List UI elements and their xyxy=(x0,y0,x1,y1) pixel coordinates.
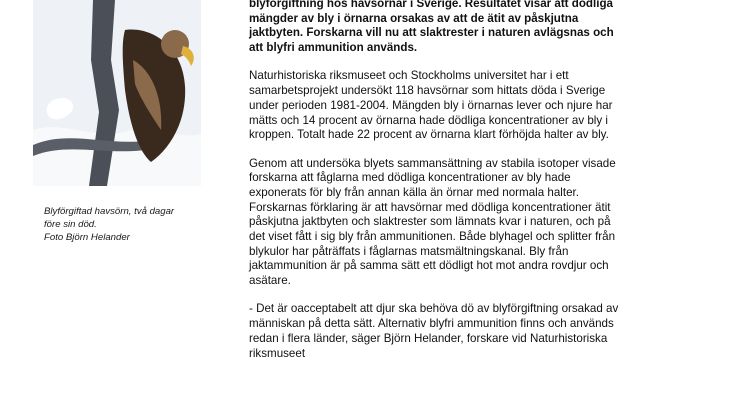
text-line: blykulor har påträffats i fåglarnas matsmältningskanal. Bly från xyxy=(249,244,569,258)
text-line: mätts och 14 procent av örnarna hade dödliga koncentrationer av bly i xyxy=(249,113,608,127)
text-line: Naturhistoriska riksmuseet och Stockholms universitet har i ett xyxy=(249,69,569,83)
eagle-photo-icon xyxy=(33,0,201,186)
text-line: Genom att undersöka blyets sammansättning av stabila isotoper visade xyxy=(249,156,616,170)
text-line: blyförgiftning hos havsörnar i Sverige. Resultatet visar att dödliga xyxy=(249,0,613,10)
text-line: samarbetsprojekt undersökt 118 havsörnar som hittats döda i Sverige xyxy=(249,84,606,98)
photo-caption xyxy=(44,205,209,244)
text-line: jaktammunition är på samma sätt ett dödligt hot mot andra rovdjur och xyxy=(249,259,609,273)
text-line: att blyfri ammunition används. xyxy=(249,41,418,55)
caption-line: Foto Björn Helander xyxy=(44,232,130,243)
text-line: forskarna att fåglarna med dödliga koncentrationer av bly hade xyxy=(249,171,571,185)
body-paragraph xyxy=(249,69,669,143)
text-line: exponerats för bly från annan källa än örnar med normala halter. xyxy=(249,185,579,199)
text-line: jaktbyten. Forskarna vill nu att slaktrester i naturen avlägsnas och xyxy=(249,26,614,40)
lead-paragraph xyxy=(249,0,669,56)
text-line: under perioden 1981-2004. Mängden bly i örnarnas lever och njure har xyxy=(249,98,613,112)
text-line: det viset fått i sig bly från ammunitionen. Både blyhagel och splitter från xyxy=(249,230,616,244)
text-line: asätare. xyxy=(249,274,291,288)
text-line: riksmuseet xyxy=(249,346,306,360)
text-line: redan i flera länder, säger Björn Helander, forskare vid Naturhistoriska xyxy=(249,331,608,345)
text-line: kroppen. Totalt hade 22 procent av örnarna klart förhöjda halter av bly. xyxy=(249,128,609,142)
photo-snow-branches xyxy=(33,127,201,186)
body-paragraph xyxy=(249,157,669,289)
eagle-photo xyxy=(33,0,201,186)
quote-paragraph xyxy=(249,302,669,361)
text-line: - Det är oacceptabelt att djur ska behöva dö av blyförgiftning orsakad av xyxy=(249,302,619,316)
text-line: mängder av bly i örnarna orsakas av att de ätit av påskjutna xyxy=(249,11,579,25)
text-line: människan på detta sätt. Alternativ blyfri ammunition finns och används xyxy=(249,317,614,331)
text-line: Forskarnas förklaring är att havsörnar med dödliga koncentrationer ätit xyxy=(249,200,611,214)
article-body xyxy=(249,0,669,375)
text-line: påskjutna jaktbyten och slaktrester som lämnats kvar i naturen, och på xyxy=(249,215,611,229)
caption-line: Blyförgiftad havsörn, två dagar xyxy=(44,206,175,217)
caption-line: före sin död. xyxy=(44,219,97,230)
